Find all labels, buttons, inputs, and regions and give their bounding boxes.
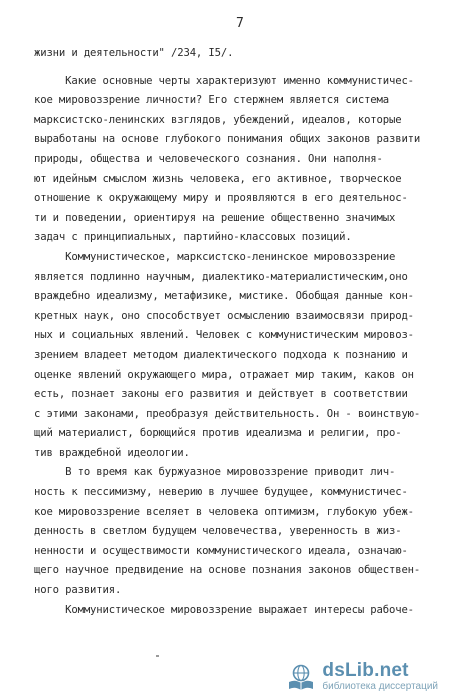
text-line: зрением владеет методом диалектического подхода к познанию и <box>34 348 408 361</box>
text-line: ненности и осуществимости коммунистического идеала, означаю- <box>34 544 408 557</box>
text-line: жизни и деятельности" /234, I5/. <box>34 47 234 59</box>
text-line: тив враждебной идеологии. <box>34 446 190 459</box>
watermark-text <box>322 661 438 692</box>
text-line: Коммунистическое мировоззрение выражает интересы рабоче- <box>34 603 414 616</box>
text-line: щего научное предвидение на основе познания законов обществен- <box>34 564 421 577</box>
text-line: с этими законами, преобразуя действительность. Он - воинствую- <box>34 407 421 420</box>
text-line: природы, общества и человеческого сознания. Они наполня- <box>34 152 383 165</box>
text-line: ность к пессимизму, неверию в лучшее будущее, коммунистичес- <box>34 486 408 499</box>
text-line: выработаны на основе глубокого понимания общих законов развити <box>34 133 421 146</box>
watermark-brand: dsLib.net <box>322 660 409 681</box>
text-line: ного развития. <box>34 584 122 597</box>
text-line: Какие основные черты характеризуют именно коммунистичес- <box>34 74 414 87</box>
text-line: кое мировоззрение личности? Его стержнем является система <box>34 94 389 107</box>
text-line: кретных наук, оно способствует осмыслению взаимосвязи природ- <box>34 309 414 322</box>
text-line: марксистско-ленинских взглядов, убеждений, идеалов, которые <box>34 113 402 126</box>
text-line: оценке явлений окружающего мира, отражает мир таким, каков он <box>34 368 414 381</box>
text-line: враждебно идеализму, метафизике, мистике. Обобщая данные кон- <box>34 290 414 303</box>
text-line: Коммунистическое, марксистско-ленинское мировоззрение <box>34 250 396 263</box>
text-line: В то время как буржуазное мировоззрение приводит лич- <box>34 466 396 479</box>
book-globe-icon <box>286 662 316 692</box>
watermark[interactable] <box>286 661 438 692</box>
text-line: кое мировоззрение вселяет в человека оптимизм, глубокую убеж- <box>34 505 414 518</box>
paragraph-gap <box>34 64 434 72</box>
text-line: есть, познает законы его развития и действует в соответствии <box>34 388 408 401</box>
text-line: ных и социальных явлений. Человек с коммунистическим мировоз- <box>34 329 414 342</box>
text-line: щий материалист, борющийся против идеализма и религии, про- <box>34 427 402 440</box>
scan-artifact-mark <box>156 655 159 657</box>
document-text <box>34 44 434 620</box>
page-number: 7 <box>236 16 244 31</box>
text-line: денность в светлом будущем человечества, уверенность в жиз- <box>34 525 402 538</box>
watermark-tagline: библиотека диссертаций <box>322 681 438 692</box>
text-line: задач с принципиальных, партийно-классовых позиций. <box>34 231 352 244</box>
text-line: ют идейным смыслом жизнь человека, его активное, творческое <box>34 172 402 185</box>
text-line: отношение к окружающему миру и проявляются в его деятельнос- <box>34 192 408 205</box>
text-line: ти и поведении, ориентируя на решение общественно значимых <box>34 211 396 224</box>
text-line: является подлинно научным, диалектико-материалистическим,оно <box>34 270 408 283</box>
